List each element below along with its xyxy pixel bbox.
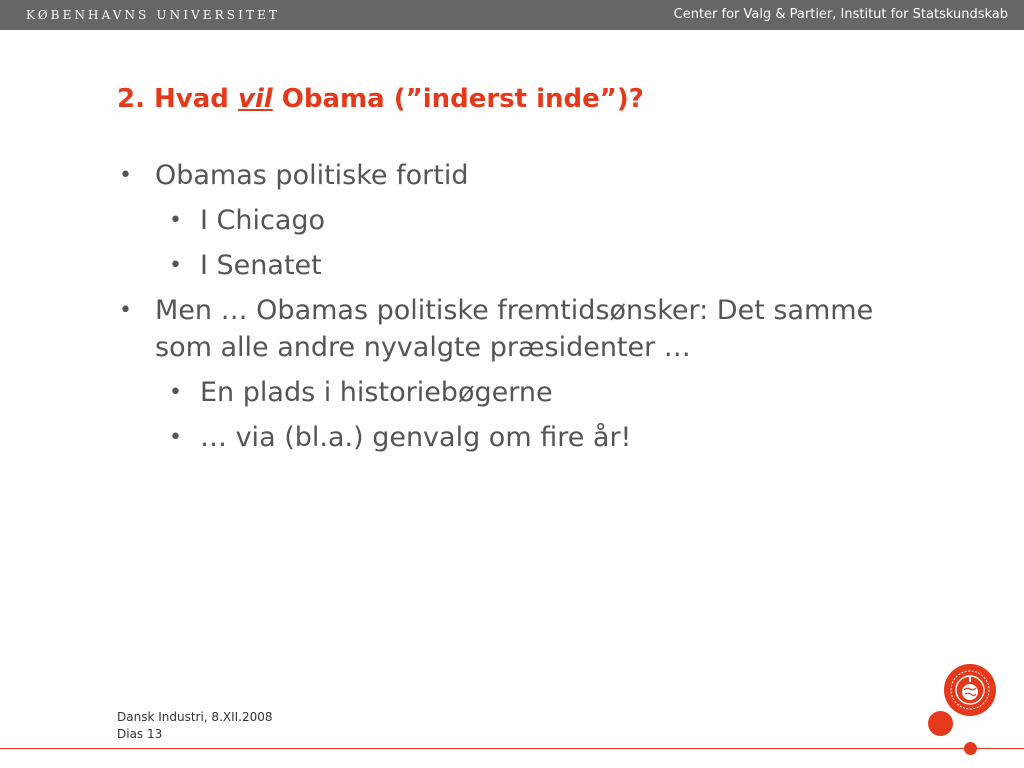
footer-divider [0, 748, 1024, 749]
list-item [117, 419, 877, 456]
bullet-list [117, 155, 877, 456]
decorative-dot-icon [964, 742, 977, 755]
slide-title [117, 82, 644, 116]
bullet-text: En plads i historiebøgerne [200, 377, 553, 408]
bullet-text: … via (bl.a.) genvalg om fire år! [200, 422, 632, 453]
decorative-dot-icon [928, 711, 953, 736]
list-item [117, 157, 877, 194]
list-item [117, 247, 877, 284]
bullet-icon: • [119, 163, 132, 188]
title-part1: 2. Hvad [117, 84, 238, 114]
list-item [117, 374, 877, 411]
bullet-icon: • [169, 253, 182, 278]
footer-event: Dansk Industri, 8.XII.2008 [117, 710, 273, 724]
bullet-text: Obamas politiske fortid [155, 160, 469, 191]
bullet-text: I Senatet [200, 250, 322, 281]
list-item [117, 292, 877, 366]
list-item [117, 202, 877, 239]
bullet-text: I Chicago [200, 205, 326, 236]
bullet-icon: • [119, 298, 132, 323]
university-seal-icon [943, 663, 997, 717]
bullet-icon: • [169, 380, 182, 405]
header-bar [0, 0, 1024, 30]
institute-name: Center for Valg & Partier, Institut for Statskundskab [673, 7, 1008, 22]
bullet-icon: • [169, 208, 182, 233]
bullet-icon: • [169, 425, 182, 450]
slide-number: Dias 13 [117, 727, 163, 741]
footer [117, 709, 273, 743]
title-part2: Obama (”inderst inde”)? [272, 84, 644, 114]
university-name: KØBENHAVNS UNIVERSITET [26, 8, 281, 22]
bullet-text: Men … Obamas politiske fremtidsønsker: Det samme som alle andre nyvalgte præsidenter … [155, 295, 874, 363]
title-emphasis: vil [237, 84, 273, 114]
